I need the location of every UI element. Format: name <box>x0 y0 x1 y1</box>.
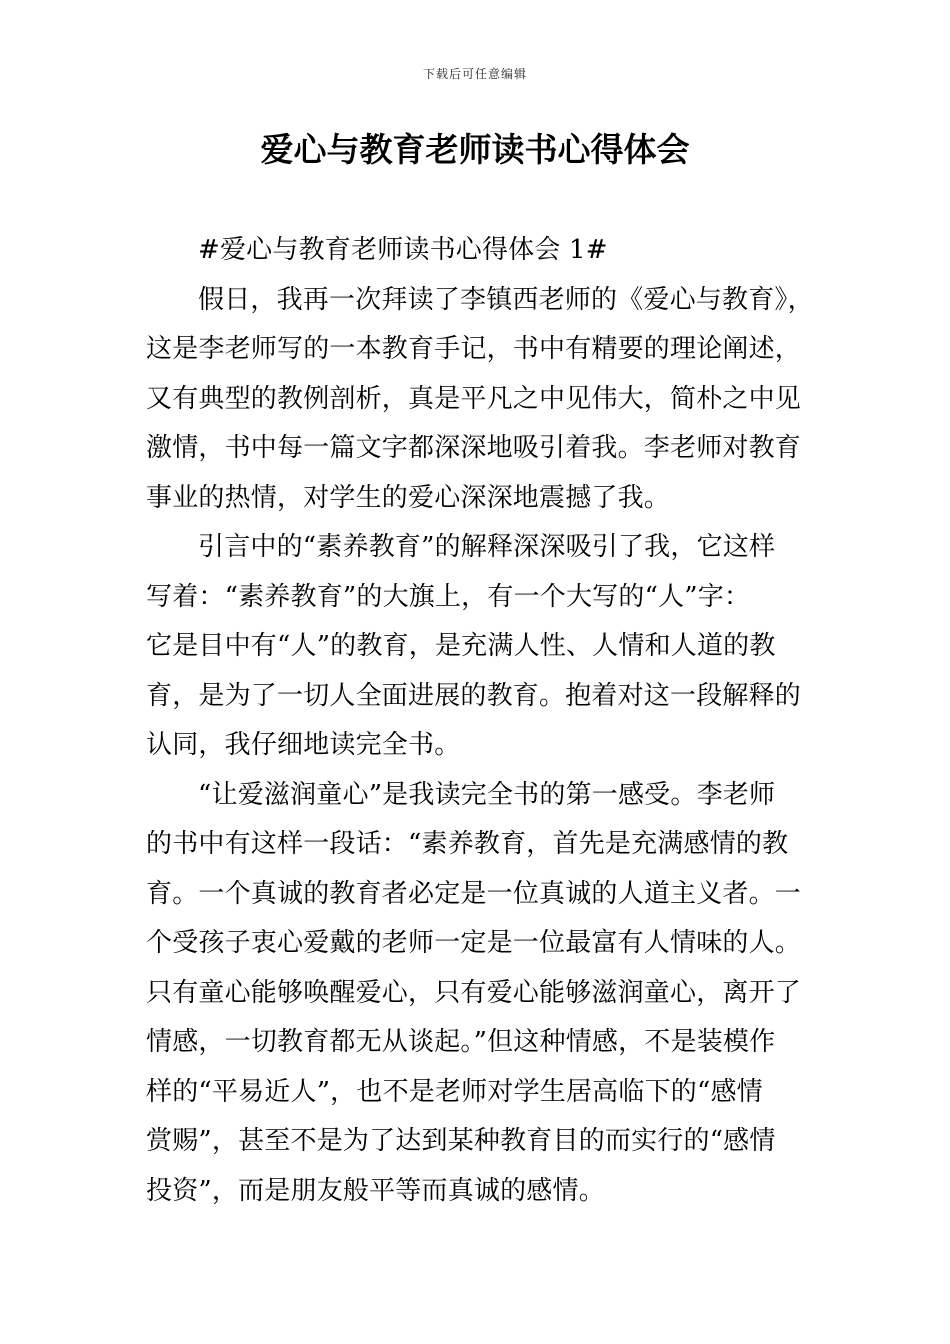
header-note: 下载后可任意编辑 <box>422 67 527 81</box>
text-line: 育。一个真诚的教育者必定是一位真诚的人道主义者。一 <box>146 878 802 909</box>
text-line: 这是李老师写的一本教育手记，书中有精要的理论阐述， <box>146 334 802 364</box>
text-line: 育，是为了一切人全面进展的教育。抱着对这一段解释的 <box>146 680 802 711</box>
text-line: 又有典型的教例剖析，真是平凡之中见伟大，简朴之中见 <box>146 383 802 414</box>
text-line: 它是目中有“人”的教育，是充满人性、人情和人道的教 <box>146 631 776 661</box>
text-line: 事业的热情，对学生的爱心深深地震撼了我。 <box>146 482 671 513</box>
text-line: 投资”，而是朋友般平等而真诚的感情。 <box>146 1175 605 1206</box>
document-title: 爱心与教育老师读书心得体会 <box>260 130 690 169</box>
text-line: 的书中有这样一段话：“素养教育，首先是充满感情的教 <box>146 829 789 859</box>
text-line: 只有童心能够唤醒爱心，只有爱心能够滋润童心，离开了 <box>146 977 802 1008</box>
text-line: 样的“平易近人”，也不是老师对学生居高临下的“感情 <box>146 1076 763 1107</box>
text-line: 赏赐”，甚至不是为了达到某种教育目的而实行的“感情 <box>146 1126 776 1156</box>
text-line: #爱心与教育老师读书心得体会 1# <box>198 235 608 265</box>
text-line: “让爱滋润童心”是我读完全书的第一感受。李老师 <box>198 779 776 810</box>
text-line: 激情，书中每一篇文字都深深地吸引着我。李老师对教育 <box>146 433 802 463</box>
text-line: 假日，我再一次拜读了李镇西老师的《爱心与教育》， <box>198 284 814 315</box>
text-line: 引言中的“素养教育”的解释深深吸引了我，它这样 <box>198 532 776 562</box>
document-body <box>146 226 814 1216</box>
text-line: 写着：“素养教育”的大旗上，有一个大写的“人”字： <box>146 581 751 612</box>
text-line: 情感，一切教育都无从谈起。”但这种情感，不是装模作 <box>146 1027 776 1057</box>
text-line: 个受孩子衷心爱戴的老师一定是一位最富有人情味的人。 <box>146 928 802 958</box>
text-line: 认同，我仔细地读完全书。 <box>146 730 461 760</box>
